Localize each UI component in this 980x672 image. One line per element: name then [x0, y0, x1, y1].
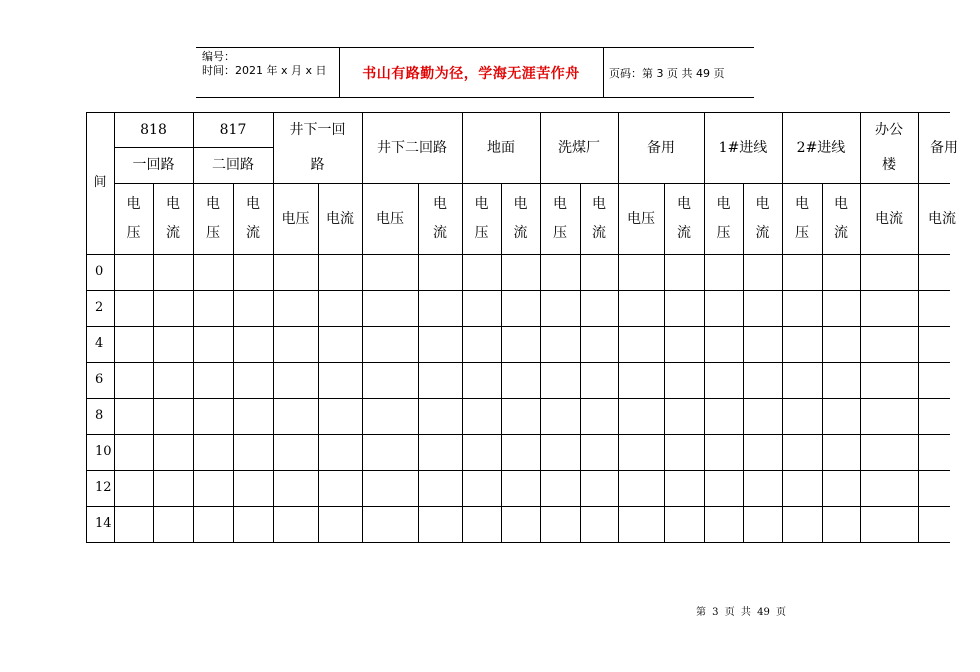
grid-line [86, 254, 950, 255]
header-meta [202, 50, 327, 78]
number-label: 编号： [202, 50, 235, 63]
grid-line [86, 506, 950, 507]
grid-line [86, 290, 950, 291]
group-header: 井下一回路 [289, 121, 346, 173]
group-header: 井下二回路 [377, 139, 447, 156]
row-label: 6 [95, 372, 104, 387]
sub-col-header: 电压 [716, 195, 731, 241]
row-label: 4 [95, 336, 104, 351]
sub-col-header: 电压 [474, 195, 489, 241]
data-table [86, 112, 958, 542]
sub-col-header: 电压 [206, 195, 220, 241]
sub-col-header: 电流 [677, 195, 691, 241]
row-label: 10 [95, 444, 112, 459]
sub-col-header: 电压 [126, 195, 141, 241]
grid-line [418, 183, 419, 542]
group-header: 2#进线 [796, 139, 846, 156]
sub-col-header: 电流 [166, 195, 180, 241]
grid-line [114, 183, 950, 184]
footer-page-number: 第 3 页 共 49 页 [696, 607, 786, 618]
time-label: 时间：2021 年 x 月 x 日 [202, 64, 327, 77]
group-header-817: 817 [219, 121, 247, 138]
grid-line [86, 398, 950, 399]
group-subheader: 一回路 [132, 157, 175, 173]
sub-col-header: 电压 [376, 210, 404, 227]
group-header: 洗煤厂 [558, 139, 600, 156]
row-label: 8 [95, 408, 104, 423]
row-label: 0 [95, 264, 104, 279]
group-header-818: 818 [140, 121, 167, 138]
grid-line [86, 362, 950, 363]
motto: 书山有路勤为径，学海无涯苦作舟 [362, 65, 580, 82]
group-subheader: 二回路 [212, 157, 254, 173]
sub-col-header: 电流 [928, 210, 956, 227]
grid-line [822, 183, 823, 542]
sub-col-header: 电流 [433, 195, 447, 241]
grid-line [86, 542, 950, 543]
row-label: 12 [95, 480, 112, 495]
row-label: 2 [95, 300, 104, 315]
page-number-label: 页码：第 3 页 共 49 页 [609, 66, 725, 80]
grid-line [86, 470, 950, 471]
sub-col-header: 电压 [795, 195, 809, 241]
group-header: 1#进线 [718, 139, 768, 156]
sub-col-header: 电流 [875, 210, 903, 227]
group-header: 备用 [930, 139, 958, 156]
sub-col-header: 电流 [326, 210, 354, 227]
page-header [196, 47, 754, 98]
side-label: 间 [93, 175, 107, 190]
grid-line [86, 326, 950, 327]
grid-line [153, 183, 154, 542]
grid-line [233, 183, 234, 542]
sub-col-header: 电压 [553, 195, 567, 241]
sub-col-header: 电压 [281, 210, 310, 227]
sub-col-header: 电流 [513, 195, 528, 241]
grid-line [743, 183, 744, 542]
sub-col-header: 电流 [246, 195, 260, 241]
sub-col-header: 电流 [755, 195, 770, 241]
group-header: 办公楼 [875, 121, 903, 173]
sub-col-header: 电流 [834, 195, 848, 241]
row-label: 14 [95, 516, 112, 531]
group-header: 地面 [487, 139, 515, 156]
grid-line [580, 183, 581, 542]
grid-line [664, 183, 665, 542]
sub-col-header: 电流 [592, 195, 606, 241]
header-divider [603, 48, 604, 97]
grid-line [501, 183, 502, 542]
grid-line [86, 434, 950, 435]
group-header: 备用 [647, 139, 675, 156]
sub-col-header: 电压 [627, 210, 655, 227]
